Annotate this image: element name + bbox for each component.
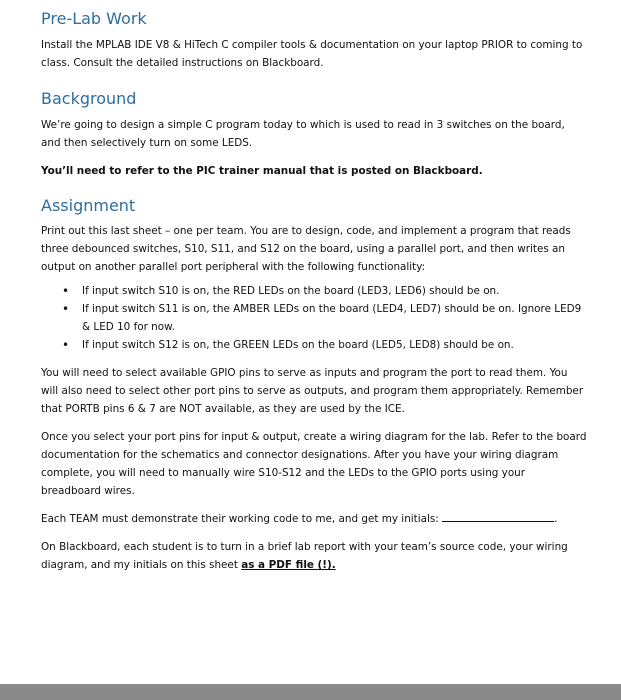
prelab-text: Install the MPLAB IDE V8 & HiTech C compiler tools & documentation on your laptop PRIOR to coming to class. Consult the detailed instructions on Blackboard. — [41, 39, 583, 69]
list-item-text: If input switch S10 is on, the RED LEDs on the board (LED3, LED6) should be on. — [82, 285, 500, 297]
assignment-heading: Assignment — [41, 196, 136, 215]
bullet-icon: • — [62, 284, 70, 298]
gpio-paragraph: You will need to select available GPIO pins to serve as inputs and program the port to read them. You will also need to select other port pins to serve as outputs, and program them appropriately. Remember that PORTB pins 6 & 7 are NOT available, as they are used by the ICE. — [41, 367, 584, 415]
list-item — [41, 282, 587, 300]
demo-end: . — [554, 513, 558, 525]
report-emphasis: as a PDF file (!). — [241, 559, 336, 571]
list-item — [41, 336, 587, 354]
demo-text: Each TEAM must demonstrate their working code to me, and get my initials: — [41, 513, 439, 525]
report-paragraph — [41, 538, 587, 574]
background-note: You’ll need to refer to the PIC trainer manual that is posted on Blackboard. — [41, 165, 483, 177]
report-text: On Blackboard, each student is to turn in a brief lab report with your team’s source code, your wiring diagram, and my initials on this sheet — [41, 541, 568, 571]
initials-blank[interactable] — [442, 511, 554, 522]
bottom-bar — [0, 684, 621, 700]
background-heading: Background — [41, 89, 137, 108]
list-item-text: If input switch S12 is on, the GREEN LEDs on the board (LED5, LED8) should be on. — [82, 339, 514, 351]
functionality-list — [41, 282, 587, 354]
prelab-heading: Pre-Lab Work — [41, 9, 147, 28]
bullet-icon: • — [62, 302, 70, 316]
bullet-icon: • — [62, 338, 70, 352]
list-item-text: If input switch S11 is on, the AMBER LEDs on the board (LED4, LED7) should be on. Ignore LED9 & LED 10 for now. — [82, 303, 582, 333]
demo-paragraph — [41, 510, 587, 528]
assignment-intro: Print out this last sheet – one per team. You are to design, code, and implement a program that reads three debounced switches, S10, S11, and S12 on the board, using a parallel port, and then writes an output on another parallel port peripheral with the following functionality: — [41, 225, 571, 273]
list-item — [41, 300, 587, 336]
wiring-paragraph: Once you select your port pins for input & output, create a wiring diagram for the lab. Refer to the board documentation for the schematics and connector designations. After you have your wiring diagram complete, you will need to manually wire S10-S12 and the LEDs to the GPIO ports using your breadboard wires. — [41, 431, 587, 497]
document-content — [41, 8, 587, 574]
background-text: We’re going to design a simple C program today to which is used to read in 3 switches on the board, and then selectively turn on some LEDS. — [41, 119, 565, 149]
